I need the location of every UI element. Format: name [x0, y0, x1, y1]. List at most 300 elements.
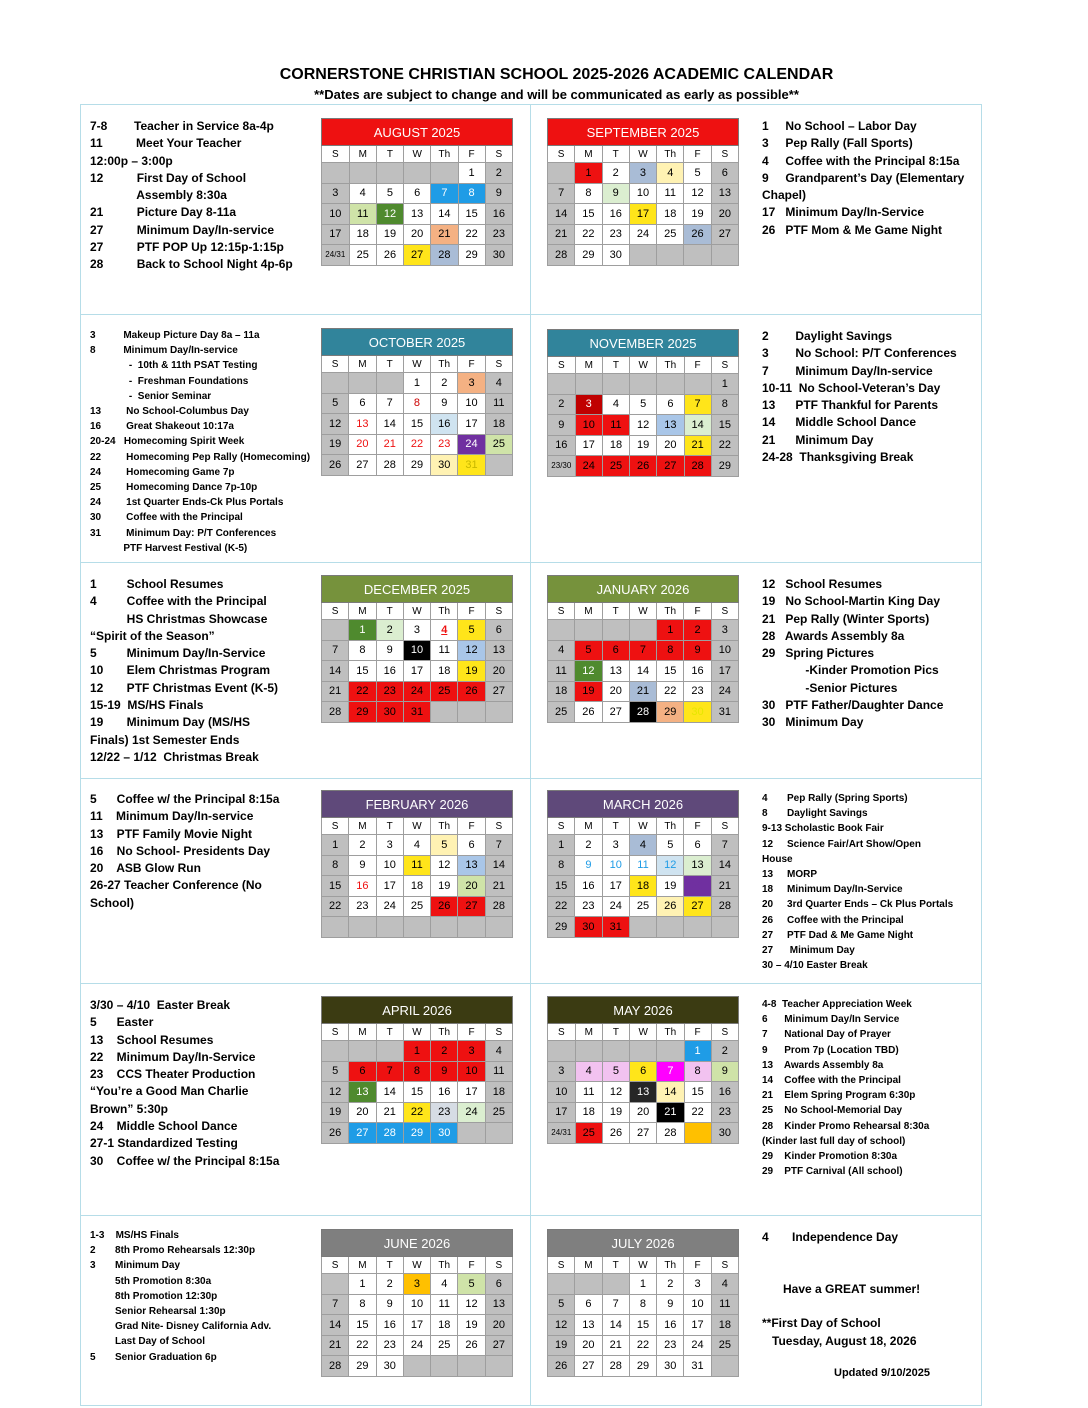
event-line: 2 Daylight Savings: [762, 329, 893, 343]
calendar-day: 21: [322, 1335, 349, 1356]
calendar-day: 13: [657, 415, 684, 436]
calendar-day: 12: [322, 414, 349, 435]
calendar-day: 5: [657, 835, 684, 856]
calendar-day: 18: [711, 1315, 738, 1336]
event-line: 9-13 Scholastic Book Fair: [762, 823, 884, 835]
calendar-day: 22: [629, 1335, 656, 1356]
calendar-day: 27: [602, 702, 629, 723]
calendar-empty: [322, 1041, 349, 1062]
calendar-day: 10: [602, 855, 629, 876]
weekday-header: Th: [657, 818, 684, 835]
calendar-day: 26: [684, 224, 711, 245]
event-line: 1 School Resumes: [90, 577, 224, 591]
calendar-day: 26: [548, 1356, 575, 1377]
event-line: 16 Great Shakeout 10:17a: [90, 421, 234, 433]
event-line: 10-11 No School-Veteran’s Day: [762, 380, 941, 395]
calendar-day: 8: [657, 640, 684, 661]
calendar-day: 10: [458, 393, 485, 414]
weekday-header: W: [630, 1024, 657, 1041]
weekday-header: W: [403, 818, 430, 835]
calendar-day: 17: [711, 661, 738, 682]
month-calendar-mar: [547, 790, 739, 938]
calendar-day: 8: [349, 1294, 376, 1315]
calendar-day: 1: [548, 835, 575, 856]
calendar-day: 18: [431, 661, 458, 682]
calendar-day: 5: [575, 640, 602, 661]
month-calendar-nov: [547, 329, 739, 477]
updated-date: Updated 9/10/2025: [834, 1367, 930, 1379]
page-subtitle: **Dates are subject to change and will be communicated as early as possible**: [314, 87, 799, 102]
calendar-empty: [403, 917, 430, 938]
calendar-day: 23: [684, 681, 711, 702]
calendar-empty: [431, 163, 458, 184]
calendar-empty: [431, 917, 458, 938]
event-line: (Kinder last full day of school): [762, 1135, 906, 1147]
calendar-day: 16: [575, 876, 602, 897]
calendar-day: 12: [684, 183, 711, 204]
calendar-day: 18: [548, 681, 575, 702]
calendar-empty: [548, 1041, 576, 1062]
calendar-day: 6: [657, 394, 684, 415]
calendar-day: 21: [602, 1335, 629, 1356]
calendar-day: 27: [575, 1356, 602, 1377]
calendar-empty: [575, 620, 602, 641]
calendar-day: 27: [630, 1123, 657, 1144]
calendar-day: 24: [376, 896, 403, 917]
event-line: Chapel): [762, 188, 807, 203]
calendar-day: 2: [575, 835, 602, 856]
month-title: JANUARY 2026: [548, 576, 739, 603]
calendar-day: 16: [376, 661, 403, 682]
weekday-header: Th: [431, 1024, 458, 1041]
calendar-empty: [711, 1356, 738, 1377]
calendar-day: 13: [349, 414, 376, 435]
calendar-day: 31: [684, 1356, 711, 1377]
calendar-day: 25: [485, 434, 512, 455]
calendar-day: 4: [485, 1041, 512, 1062]
calendar-day: 13: [349, 1082, 376, 1103]
weekday-header: M: [575, 146, 602, 163]
calendar-day: 17: [458, 414, 485, 435]
calendar-day: 24/31: [548, 1123, 576, 1144]
calendar-empty: [403, 1356, 430, 1377]
calendar-day: 26: [322, 455, 349, 476]
calendar-day: 30: [376, 702, 403, 723]
calendar-day: 5: [548, 1294, 575, 1315]
calendar-day: 11: [485, 1061, 512, 1082]
event-line: 3 Makeup Picture Day 8a – 11a: [90, 330, 260, 341]
weekday-header: T: [376, 818, 403, 835]
weekday-header: S: [485, 356, 512, 373]
calendar-day: 9: [575, 855, 602, 876]
first-day-date: Tuesday, August 18, 2026: [772, 1334, 917, 1348]
calendar-empty: [376, 917, 403, 938]
calendar-day: 1: [349, 620, 376, 641]
calendar-day: 27: [485, 1335, 512, 1356]
calendar-day: 13: [458, 855, 485, 876]
calendar-day: 15: [657, 661, 684, 682]
calendar-day: 17: [403, 1315, 430, 1336]
calendar-day: 12: [657, 855, 684, 876]
calendar-day: 30: [575, 917, 602, 938]
calendar-day: 15: [349, 661, 376, 682]
row-divider: [80, 314, 982, 315]
calendar-day: 30: [711, 1123, 738, 1144]
calendar-day: 30: [485, 245, 512, 266]
weekday-header: F: [684, 357, 711, 374]
calendar-day: 20: [575, 1335, 602, 1356]
month-title: FEBRUARY 2026: [322, 791, 513, 818]
calendar-day: 10: [548, 1082, 576, 1103]
calendar-day: 6: [602, 640, 629, 661]
calendar-day: 19: [684, 204, 711, 225]
weekday-header: S: [485, 146, 512, 163]
calendar-day: 16: [485, 204, 512, 225]
calendar-empty: [711, 245, 738, 266]
calendar-day: 17: [322, 224, 350, 245]
event-line: 5 Easter: [90, 1015, 154, 1030]
event-line: 1-3 MS/HS Finals: [90, 1230, 179, 1241]
calendar-empty: [575, 1274, 602, 1295]
calendar-day: 22: [684, 1102, 711, 1123]
calendar-day: 1: [403, 1041, 430, 1062]
calendar-day: 17: [376, 876, 403, 897]
calendar-day: 19: [458, 1315, 485, 1336]
weekday-header: S: [548, 818, 575, 835]
calendar-day: 23: [657, 1335, 684, 1356]
weekday-header: T: [602, 603, 629, 620]
calendar-day: 3: [376, 835, 403, 856]
calendar-day: 2: [602, 163, 629, 184]
calendar-day: 14: [684, 415, 711, 436]
event-line: 6 Minimum Day/In Service: [762, 1014, 900, 1026]
event-line: 14 Coffee with the Principal: [762, 1075, 901, 1087]
event-line: 31 Minimum Day: P/T Conferences: [90, 527, 277, 539]
event-line: 20 3rd Quarter Ends – Ck Plus Portals: [762, 899, 954, 911]
calendar-day: 10: [458, 1061, 485, 1082]
weekday-header: T: [376, 603, 403, 620]
calendar-day: 29: [657, 702, 684, 723]
summer-note: Have a GREAT summer!: [783, 1282, 921, 1296]
calendar-day: 23/30: [548, 456, 576, 477]
calendar-empty: [349, 163, 376, 184]
calendar-day: 20: [684, 876, 711, 897]
calendar-day: 14: [602, 1315, 629, 1336]
event-line: 24 Middle School Dance: [90, 1119, 238, 1134]
weekday-header: T: [602, 1024, 629, 1041]
calendar-empty: [548, 620, 575, 641]
calendar-day: 7: [602, 1294, 629, 1315]
calendar-day: 18: [349, 224, 376, 245]
calendar-day: 20: [349, 434, 376, 455]
calendar-empty: [485, 917, 512, 938]
calendar-day: 9: [376, 1294, 403, 1315]
calendar-empty: [485, 1356, 512, 1377]
event-line: 30 – 4/10 Easter Break: [762, 960, 868, 972]
calendar-day: 9: [684, 640, 711, 661]
calendar-empty: [431, 1356, 458, 1377]
calendar-day: 22: [349, 681, 376, 702]
event-line: Brown” 5:30p: [90, 1101, 169, 1116]
month-calendar-jul: [547, 1229, 739, 1377]
calendar-empty: [322, 373, 349, 394]
january-events: [762, 576, 977, 732]
event-line: 17 Minimum Day/In-Service: [762, 205, 925, 220]
month-calendar-apr: [321, 996, 513, 1144]
calendar-day: 6: [404, 183, 431, 204]
event-line: 28 Awards Assembly 8a: [762, 628, 905, 643]
calendar-day: 7: [431, 183, 458, 204]
event-line: 3 No School: P/T Conferences: [762, 346, 957, 361]
calendar-day: 26: [575, 702, 602, 723]
calendar-day: 6: [349, 1061, 376, 1082]
november-events: [762, 328, 977, 466]
calendar-day: 26: [431, 896, 458, 917]
event-line: 29 Spring Pictures: [762, 646, 875, 661]
calendar-day: 9: [349, 855, 376, 876]
calendar-day: 24: [403, 1335, 430, 1356]
calendar-empty: [376, 373, 403, 394]
month-calendar-jun: [321, 1229, 513, 1377]
calendar-day: 3: [602, 835, 629, 856]
calendar-day: 6: [349, 393, 376, 414]
calendar-day: 12: [548, 1315, 575, 1336]
calendar-day: 21: [376, 434, 403, 455]
event-line: 10 Elem Christmas Program: [90, 663, 271, 678]
calendar-day: 3: [458, 1041, 485, 1062]
calendar-day: 14: [376, 1082, 403, 1103]
february-events: [90, 791, 315, 912]
month-title: NOVEMBER 2025: [548, 330, 739, 357]
event-line: 2 8th Promo Rehearsals 12:30p: [90, 1245, 256, 1257]
calendar-day: 26: [458, 681, 485, 702]
event-line: 7 Minimum Day/In-service: [762, 363, 933, 378]
calendar-day: 24: [684, 1335, 711, 1356]
weekday-header: Th: [657, 1024, 684, 1041]
calendar-day: 5: [684, 163, 711, 184]
weekday-header: F: [458, 603, 485, 620]
calendar-day: 17: [403, 661, 430, 682]
weekday-header: S: [322, 356, 349, 373]
calendar-day: 11: [431, 1294, 458, 1315]
calendar-day: 20: [458, 876, 485, 897]
event-line: 12 First Day of School: [90, 170, 247, 185]
calendar-day: 28: [485, 896, 512, 917]
calendar-day: 29: [403, 1123, 430, 1144]
calendar-day: 12: [458, 1294, 485, 1315]
event-line: “You’re a Good Man Charlie: [90, 1084, 249, 1099]
calendar-day: 21: [548, 224, 575, 245]
event-line: 27 PTF Dad & Me Game Night: [762, 929, 914, 941]
event-line: 13 PTF Thankful for Parents: [762, 398, 939, 413]
weekday-header: F: [684, 818, 711, 835]
weekday-header: T: [602, 357, 629, 374]
calendar-day: 24: [575, 456, 602, 477]
calendar-day: 23: [485, 224, 512, 245]
calendar-day: 5: [458, 620, 485, 641]
calendar-day: 9: [602, 183, 629, 204]
calendar-day: 5: [630, 394, 657, 415]
event-line: 9 Prom 7p (Location TBD): [762, 1044, 899, 1056]
weekday-header: S: [711, 146, 738, 163]
calendar-day: 4: [575, 1061, 602, 1082]
calendar-day: 11: [349, 204, 376, 225]
calendar-day: 7: [376, 1061, 403, 1082]
calendar-day: 18: [485, 1082, 512, 1103]
month-calendar-oct: [321, 328, 513, 476]
calendar-day: 22: [349, 1335, 376, 1356]
calendar-empty: [630, 1041, 657, 1062]
first-day-note: **First Day of School: [762, 1316, 881, 1330]
calendar-day: 3: [403, 1274, 430, 1295]
calendar-empty: [711, 917, 738, 938]
calendar-day: 11: [431, 640, 458, 661]
row-divider: [80, 778, 982, 779]
calendar-day: 4: [431, 620, 458, 641]
event-line: 12:00p – 3:00p: [90, 153, 173, 168]
event-line: 3 Minimum Day: [90, 1260, 181, 1272]
calendar-day: 14: [548, 204, 575, 225]
calendar-empty: [376, 163, 403, 184]
calendar-day: 25: [575, 1123, 602, 1144]
event-line: 24-28 Thanksgiving Break: [762, 450, 914, 465]
event-line: 22 Homecoming Pep Rally (Homecoming): [90, 451, 311, 463]
may-events: [762, 997, 977, 1179]
weekday-header: F: [458, 1024, 485, 1041]
calendar-day: 16: [349, 876, 376, 897]
event-line: 21 Elem Spring Program 6:30p: [762, 1090, 916, 1102]
calendar-day: 27: [711, 224, 738, 245]
month-calendar-aug: [321, 118, 513, 266]
june-events: [90, 1228, 315, 1365]
event-line: 4-8 Teacher Appreciation Week: [762, 999, 912, 1010]
event-line: - Freshman Foundations: [90, 375, 249, 387]
weekday-header: T: [376, 1024, 403, 1041]
calendar-day: 25: [657, 224, 684, 245]
calendar-empty: [322, 917, 349, 938]
month-title: JULY 2026: [548, 1230, 739, 1257]
calendar-day: 23: [431, 434, 458, 455]
calendar-day: 4: [431, 1274, 458, 1295]
september-events: [762, 118, 977, 239]
calendar-day: 22: [657, 681, 684, 702]
month-title: MARCH 2026: [548, 791, 739, 818]
weekday-header: Th: [657, 146, 684, 163]
weekday-header: W: [630, 357, 657, 374]
calendar-day: 20: [630, 1102, 657, 1123]
weekday-header: S: [485, 1257, 512, 1274]
weekday-header: W: [404, 146, 431, 163]
calendar-day: 6: [485, 620, 512, 641]
weekday-header: W: [403, 1257, 430, 1274]
event-line: 5 Minimum Day/In-Service: [90, 646, 266, 661]
december-events: [90, 576, 315, 766]
calendar-empty: [684, 917, 711, 938]
calendar-day: 19: [376, 224, 403, 245]
calendar-day: 29: [349, 1356, 376, 1377]
calendar-day: 3: [548, 1061, 576, 1082]
calendar-day: 4: [657, 163, 684, 184]
calendar-day: 14: [431, 204, 458, 225]
event-line: 29 Kinder Promotion 8:30a: [762, 1151, 898, 1163]
calendar-day: 5: [431, 835, 458, 856]
calendar-day: 2: [376, 1274, 403, 1295]
calendar-day: 2: [657, 1274, 684, 1295]
calendar-day: 22: [711, 435, 738, 456]
calendar-day: 13: [630, 1082, 657, 1103]
calendar-day: 19: [657, 876, 684, 897]
weekday-header: S: [322, 818, 349, 835]
calendar-day: 8: [629, 1294, 656, 1315]
calendar-day: 1: [458, 163, 485, 184]
calendar-day: 3: [403, 620, 430, 641]
event-line: 13 MORP: [762, 869, 818, 881]
calendar-day: 13: [485, 640, 512, 661]
event-line: 4 Independence Day: [762, 1230, 899, 1244]
event-line: 15-19 MS/HS Finals: [90, 698, 204, 713]
weekday-header: S: [548, 1257, 575, 1274]
weekday-header: Th: [431, 603, 458, 620]
calendar-day: 21: [711, 876, 738, 897]
event-line: 26-27 Teacher Conference (No: [90, 878, 262, 893]
calendar-empty: [485, 1123, 512, 1144]
calendar-day: 8: [458, 183, 485, 204]
month-calendar-feb: [321, 790, 513, 938]
calendar-day: 3: [711, 620, 738, 641]
calendar-day: 15: [711, 415, 738, 436]
event-line: 24 1st Quarter Ends-Ck Plus Portals: [90, 497, 284, 509]
calendar-day: 22: [322, 896, 349, 917]
calendar-day: 12: [376, 204, 403, 225]
weekday-header: M: [349, 356, 376, 373]
calendar-day: 30: [684, 702, 711, 723]
calendar-empty: [602, 1041, 629, 1062]
calendar-day: 7: [657, 1061, 684, 1082]
weekday-header: S: [548, 146, 575, 163]
calendar-day: 27: [349, 455, 376, 476]
calendar-day: 12: [602, 1082, 629, 1103]
event-line: 26 PTF Mom & Me Game Night: [762, 222, 943, 237]
calendar-day: 14: [485, 855, 512, 876]
calendar-day: 16: [548, 435, 576, 456]
weekday-header: F: [458, 146, 485, 163]
calendar-day: 17: [548, 1102, 576, 1123]
event-line: 18 Minimum Day/In-Service: [762, 884, 903, 896]
calendar-day: 19: [458, 661, 485, 682]
weekday-header: S: [548, 357, 576, 374]
calendar-day: 28: [548, 245, 575, 266]
calendar-day: 18: [657, 204, 684, 225]
calendar-day: 4: [349, 183, 376, 204]
calendar-day: 11: [548, 661, 575, 682]
calendar-empty: [548, 1274, 575, 1295]
calendar-day: 26: [376, 245, 403, 266]
calendar-day: 25: [548, 702, 575, 723]
calendar-day: 28: [322, 702, 349, 723]
calendar-day: 17: [575, 435, 602, 456]
calendar-day: 23: [602, 224, 629, 245]
july-events: [762, 1229, 977, 1246]
calendar-day: 6: [458, 835, 485, 856]
calendar-day: 8: [403, 393, 430, 414]
calendar-day: 26: [322, 1123, 349, 1144]
calendar-day: 16: [684, 661, 711, 682]
calendar-day: 20: [485, 661, 512, 682]
calendar-empty: [548, 374, 576, 395]
calendar-day: 8: [349, 640, 376, 661]
calendar-day: 20: [711, 204, 738, 225]
calendar-day: 13: [711, 183, 738, 204]
